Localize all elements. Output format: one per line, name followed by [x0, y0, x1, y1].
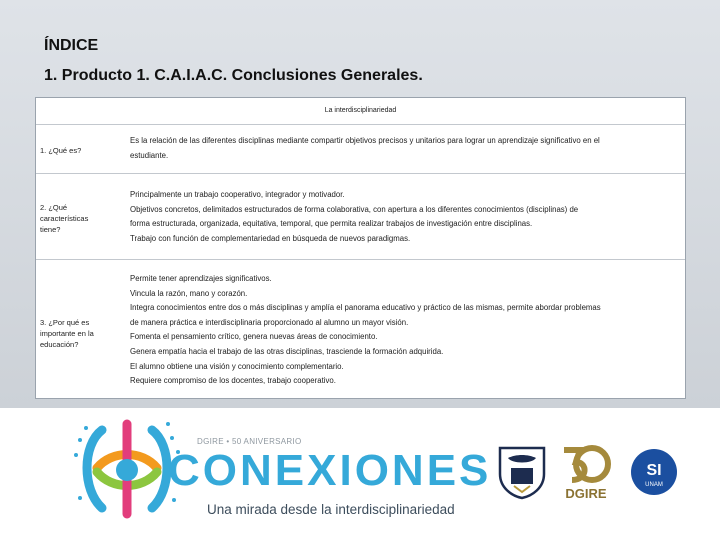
brand-tagline: Una mirada desde la interdisciplinariedad [207, 502, 455, 517]
table-heading: La interdisciplinariedad [36, 98, 685, 125]
conexiones-logo-icon [72, 410, 182, 528]
row-question: 1. ¿Qué es? [40, 146, 82, 155]
anniversary-label: DGIRE • 50 ANIVERSARIO [197, 437, 302, 446]
answer-line: Integra conocimientos entre dos o más disciplinas y amplía el panorama educativo y práctico de las mismas, permite abordar problemas [130, 303, 601, 313]
answer-line: Es la relación de las diferentes disciplinas mediante compartir objetivos precisos y unitarios para lograr un aprendizaje significativo en el [130, 136, 600, 145]
brand-title: CONEXIONES [168, 446, 492, 495]
table-row [36, 174, 685, 260]
table-row [36, 124, 685, 174]
answer-line: Permite tener aprendizajes significativos. [130, 274, 272, 283]
answer-line: Vincula la razón, mano y corazón. [130, 288, 248, 298]
answer-line: forma estructurada, organizada, equitativa, temporal, que permita realizar trabajos de investigación entre disciplinas. [130, 219, 533, 229]
answer-line: El alumno obtiene una visión y conocimiento complementario. [130, 361, 344, 371]
row-answer [130, 272, 682, 389]
answer-line: estudiante. [130, 150, 169, 160]
answer-line: Principalmente un trabajo cooperativo, integrador y motivador. [130, 190, 345, 199]
si-unam-badge-icon [630, 448, 678, 496]
table-row [36, 260, 685, 398]
answer-line: Requiere compromiso de los docentes, trabajo cooperativo. [130, 376, 336, 386]
unam-shield-icon [496, 444, 548, 500]
answer-line: Genera empatía hacia el trabajo de las otras disciplinas, trasciende la formación adquirida. [130, 346, 444, 356]
answer-line: de manera práctica e interdisciplinaria proporcionado al alumno un mayor visión. [130, 317, 409, 327]
row-question: 2. ¿Qué características tiene? [40, 203, 89, 234]
si-sub-label: UNAM [645, 482, 663, 488]
answer-line: Fomenta el pensamiento crítico, genera nuevas áreas de conocimiento. [130, 332, 378, 342]
conclusions-table [35, 97, 686, 399]
dgire-label: DGIRE [565, 486, 607, 501]
row-answer [130, 188, 682, 246]
page-subtitle: 1. Producto 1. C.A.I.A.C. Conclusiones Generales. [44, 67, 423, 84]
row-question: 3. ¿Por qué es importante en la educación? [40, 318, 94, 349]
answer-line: Objetivos concretos, delimitados estructurados de forma colaborativa, con apertura a los diferentes conocimientos (disciplinas) de [130, 204, 579, 214]
page-title: ÍNDICE [44, 37, 99, 54]
dgire-50-logo-icon [558, 440, 614, 502]
si-label: SI [646, 462, 662, 479]
row-answer [130, 134, 682, 163]
answer-line: Trabajo con función de complementariedad en búsqueda de nuevos paradigmas. [130, 233, 411, 243]
